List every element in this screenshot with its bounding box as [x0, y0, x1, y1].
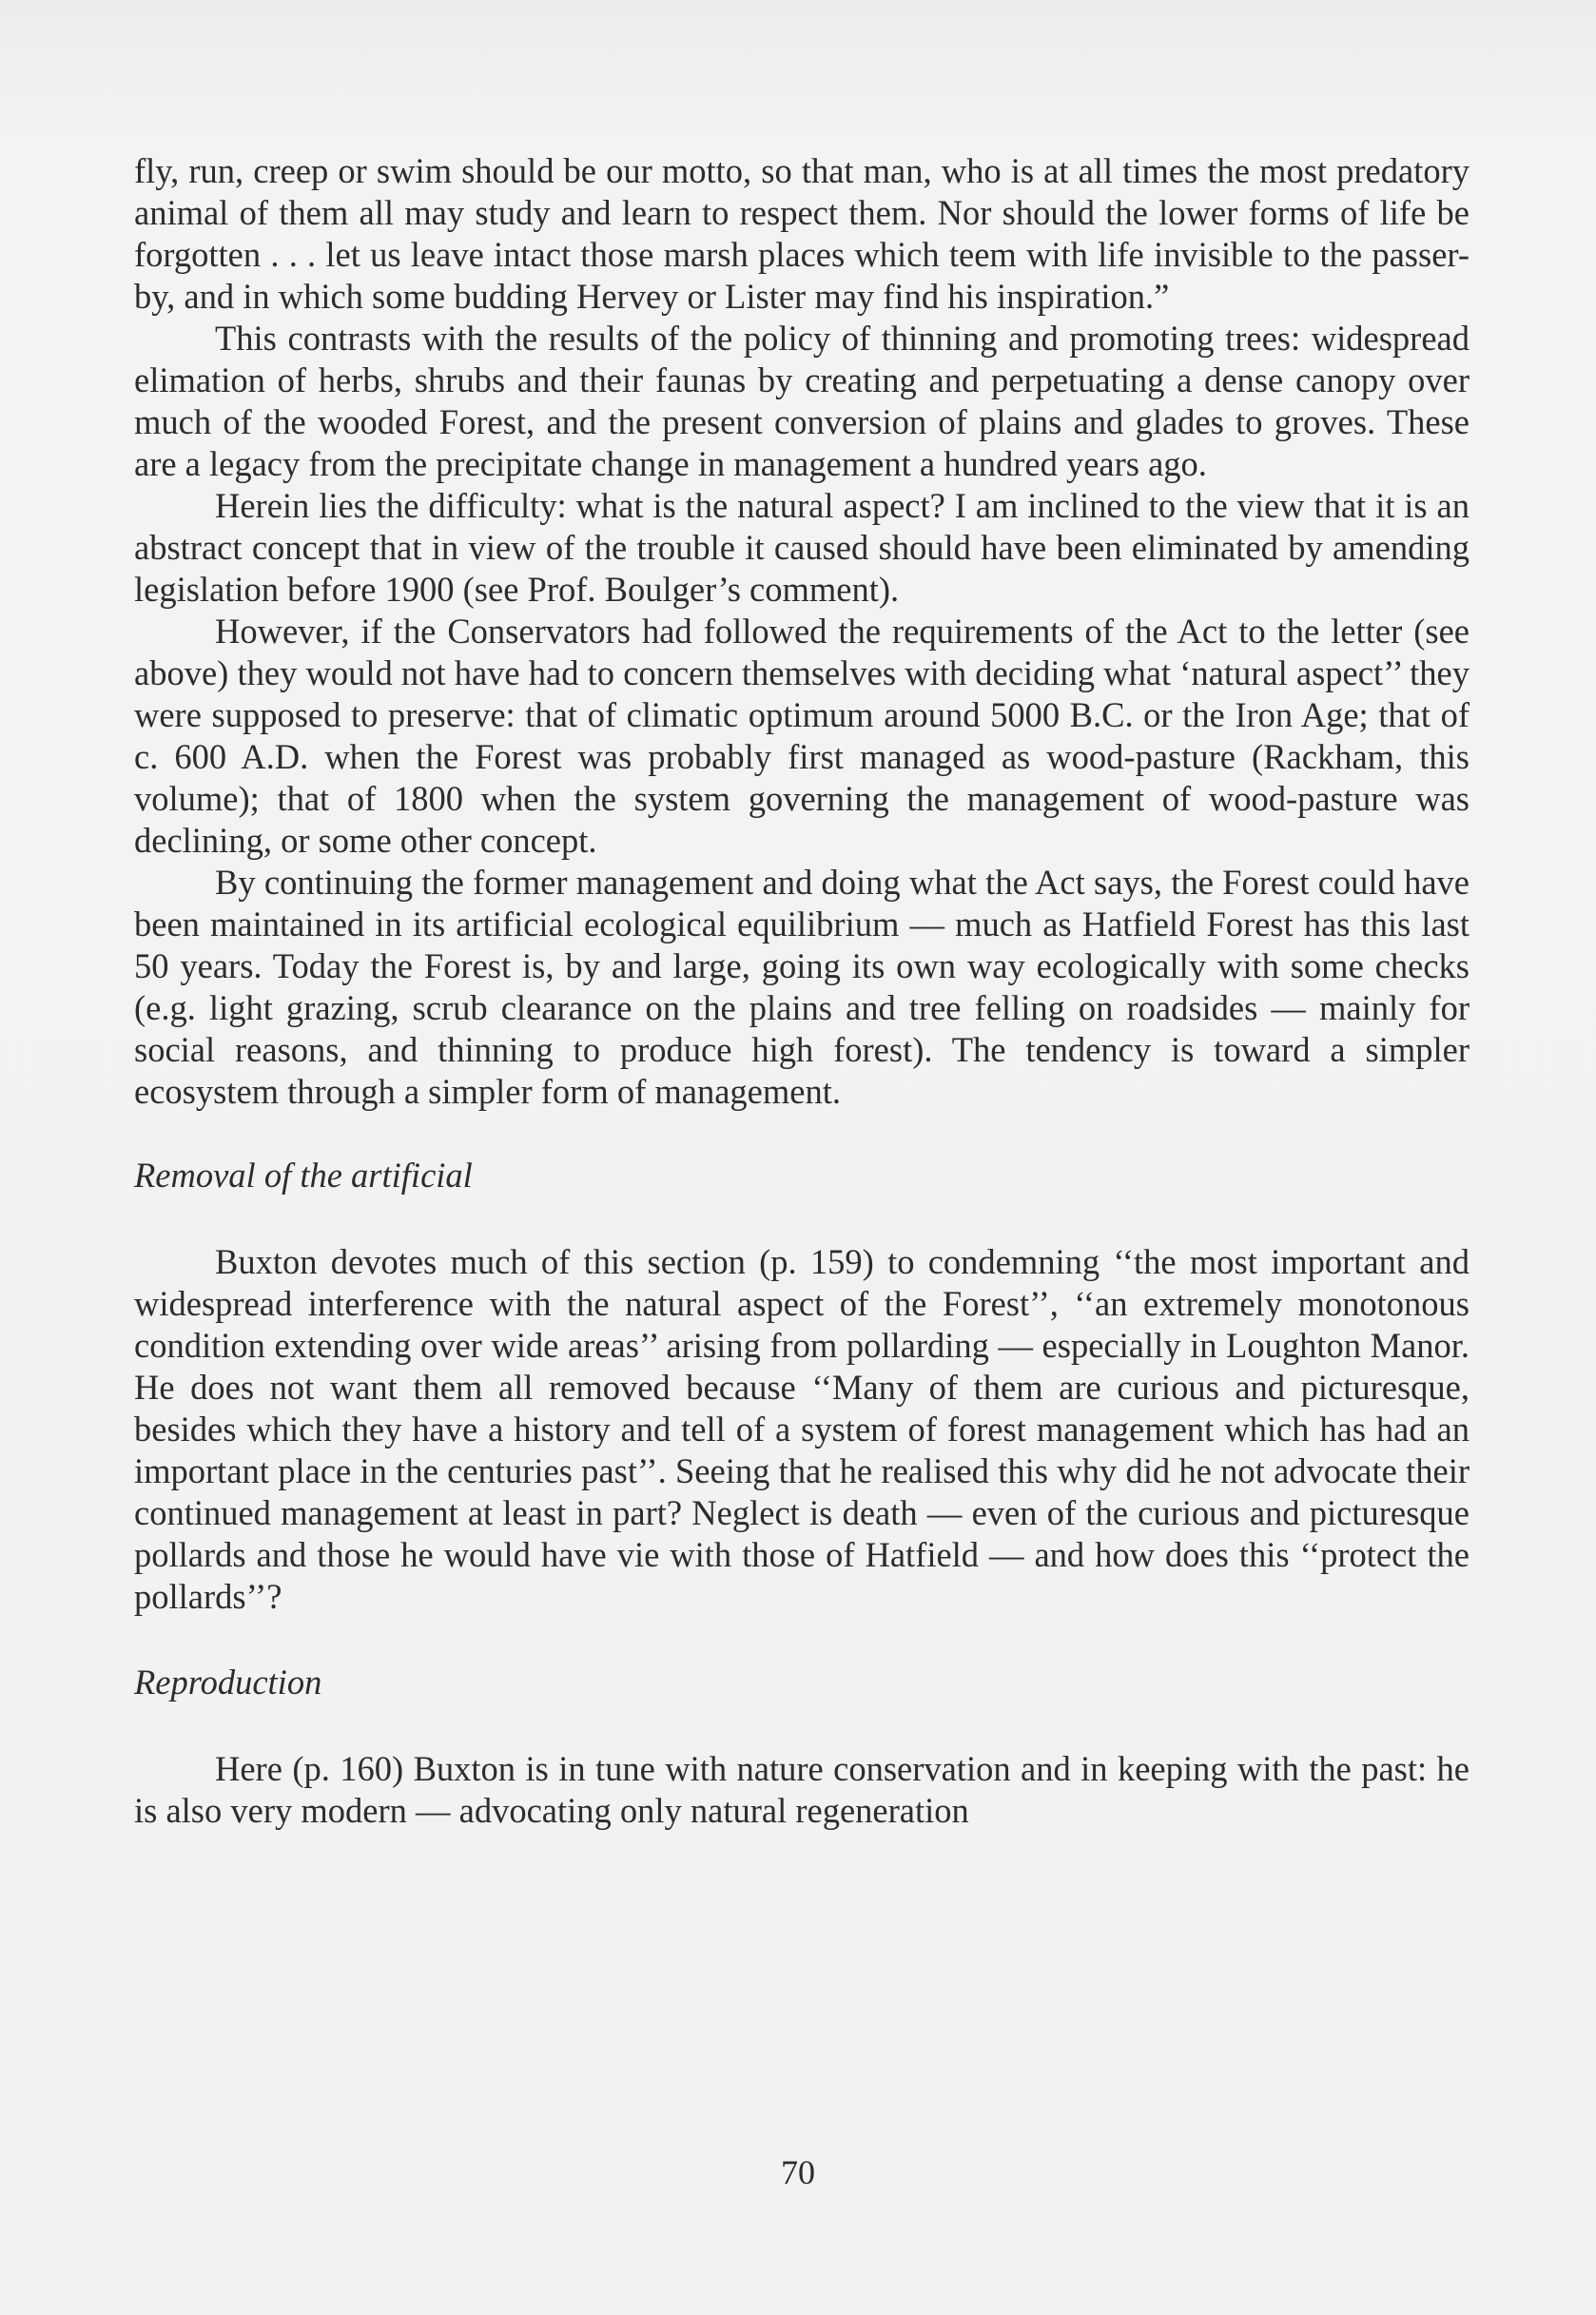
body-text	[134, 150, 1469, 1832]
paragraph-reproduction: Here (p. 160) Buxton is in tune with nature conservation and in keeping with the past: he is also very modern — advocating only natural regeneration	[134, 1749, 1469, 1830]
paragraph-natural-aspect: Herein lies the difficulty: what is the natural aspect? I am inclined to the view that it is an abstract concept that in view of the trouble it caused should have been eliminated by amending legislation before 1900 (see Prof. Boulger’s comment).	[134, 486, 1469, 609]
section-heading-removal: Removal of the artificial	[134, 1156, 473, 1195]
section-heading-reproduction: Reproduction	[134, 1663, 322, 1702]
page-number: 70	[781, 2153, 815, 2191]
paragraph-thinning-policy: This contrasts with the results of the policy of thinning and promoting trees: widespread elimation of herbs, shrubs and their faunas by creating and perpetuating a dense canopy over much of the wooded Forest, and the present conversion of plains and glades to groves. These are a legacy from the precipitate change in management a hundred years ago.	[134, 319, 1469, 483]
paragraph-pollarding: Buxton devotes much of this section (p. 159) to condemning ‘‘the most important and widespread interference with the natural aspect of the Forest’’, ‘‘an extremely monotonous condition extending over wide areas’’ arising from pollarding — especially in Loughton Manor. He does not want them all removed because ‘‘Many of them are curious and picturesque, besides which they have a history and tell of a system of forest management which has had an important place in the centuries past’’. Seeing that he realised this why did he not advocate their continued management at least in part? Neglect is death — even of the curious and picturesque pollards and those he would have vie with those of Hatfield — and how does this ‘‘protect the pollards’’?	[134, 1242, 1469, 1616]
paragraph-conservators: However, if the Conservators had followed the requirements of the Act to the letter (see above) they would not have had to concern themselves with deciding what ‘natural aspect’’ they were supposed to preserve: that of climatic optimum around 5000 B.C. or the Iron Age; that of c. 600 A.D. when the Forest was probably first managed as wood-pasture (Rackham, this volume); that of 1800 when the system governing the management of wood-pasture was declining, or some other concept.	[134, 612, 1469, 860]
paragraph-continued-quote: fly, run, creep or swim should be our motto, so that man, who is at all times the most predatory animal of them all may study and learn to respect them. Nor should the lower forms of life be forgotten . . . let us leave intact those marsh places which teem with life invisible to the passer-by, and in which some budding Hervey or Lister may find his inspiration.”	[134, 151, 1469, 316]
paragraph-former-management: By continuing the former management and doing what the Act says, the Forest could have been maintained in its artificial ecological equilibrium — much as Hatfield Forest has this last 50 years. Today the Forest is, by and large, going its own way ecologically with some checks (e.g. light grazing, scrub clearance on the plains and tree felling on roadsides — mainly for social reasons, and thinning to produce high forest). The tendency is toward a simpler ecosystem through a simpler form of management.	[134, 863, 1469, 1111]
